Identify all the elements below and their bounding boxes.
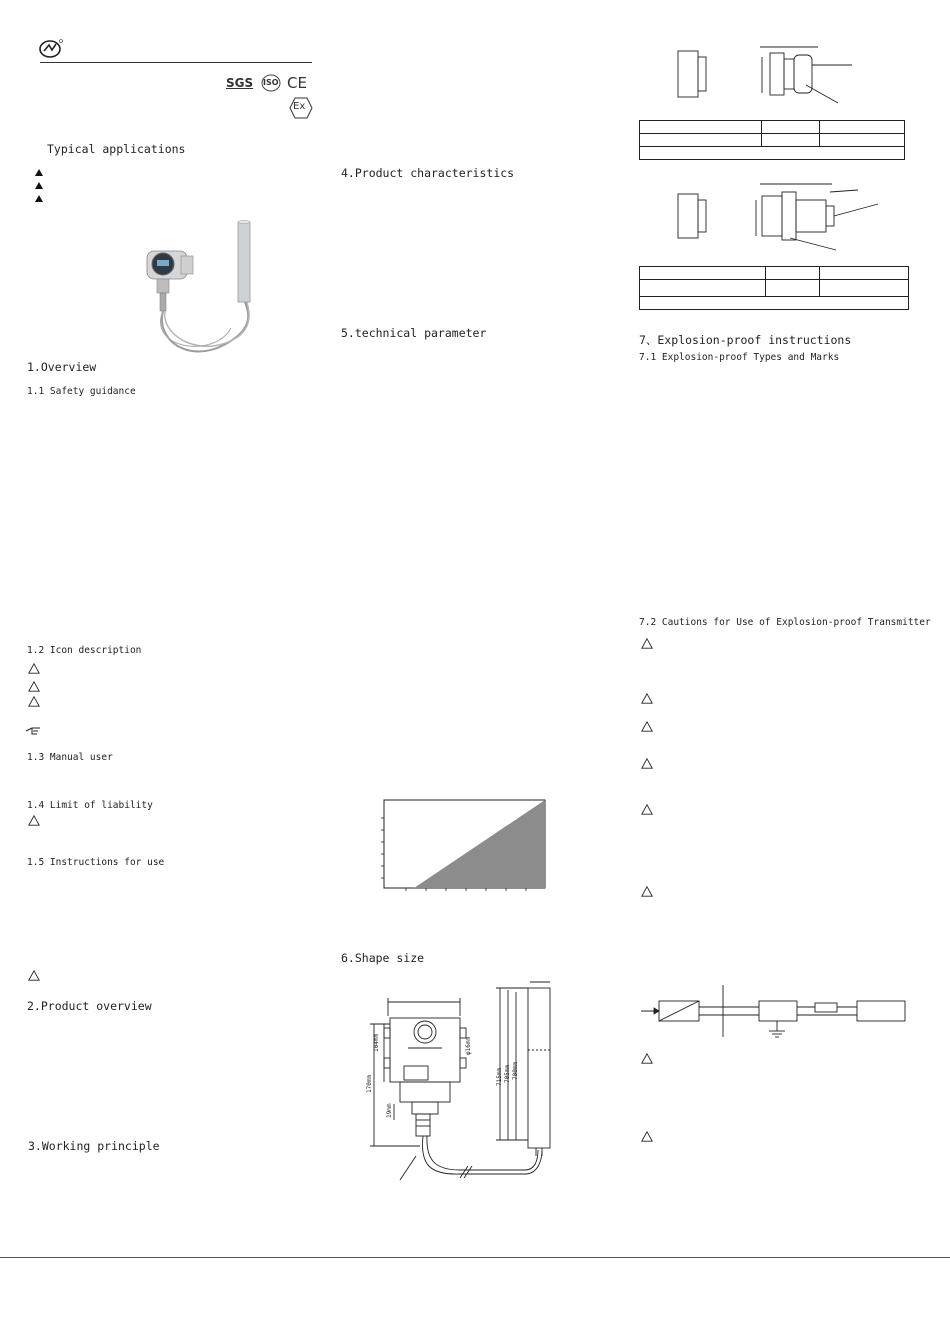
product-overview-heading: 2.Product overview <box>27 999 152 1013</box>
warning-triangle-icon <box>641 693 653 704</box>
explosion-proof-heading: 7、Explosion-proof instructions <box>639 333 852 347</box>
sgs-mark: SGS <box>226 76 254 90</box>
dimension-label-probe-700: 700mm <box>512 1061 519 1080</box>
bullet-triangle-icon <box>35 169 43 176</box>
warning-triangle-icon <box>28 815 40 826</box>
working-principle-heading: 3.Working principle <box>28 1139 160 1153</box>
overview-heading: 1.Overview <box>27 360 97 374</box>
typical-applications-heading: Typical applications <box>47 142 186 156</box>
technical-parameter-heading: 5.technical parameter <box>341 326 487 340</box>
bullet-triangle-icon <box>35 195 43 202</box>
dimension-label-total-height: 170mm <box>366 1074 373 1093</box>
dimension-label-housing: 104mm <box>373 1033 380 1052</box>
fitting-spec-table-2 <box>639 266 909 310</box>
dimension-label-diameter: φ16mm <box>465 1036 472 1055</box>
warning-triangle-icon <box>641 886 653 897</box>
cautions-heading: 7.2 Cautions for Use of Explosion-proof Transmitter <box>639 617 931 628</box>
warning-triangle-icon <box>641 638 653 649</box>
ce-mark: CE <box>287 74 307 92</box>
warning-triangle-icon <box>28 663 40 674</box>
dimension-label-thread: 19mm <box>386 1103 393 1118</box>
types-and-marks-heading: 7.1 Explosion-proof Types and Marks <box>639 352 840 363</box>
shape-size-drawing <box>360 980 565 1185</box>
company-logo-icon <box>38 38 64 60</box>
fitting-spec-table-1 <box>639 120 905 160</box>
iso-mark-label: ISO <box>263 78 279 87</box>
ex-mark-label: Ex <box>293 101 306 112</box>
footer-rule <box>0 1257 950 1258</box>
warning-triangle-icon <box>28 970 40 981</box>
dimension-label-probe-705: 705mm <box>504 1064 511 1083</box>
instructions-for-use-heading: 1.5 Instructions for use <box>27 857 165 868</box>
limit-of-liability-heading: 1.4 Limit of liability <box>27 800 153 811</box>
dimension-label-probe-715: 715mm <box>496 1067 503 1086</box>
icon-description-heading: 1.2 Icon description <box>27 645 142 656</box>
cable-gland-drawing-1 <box>672 45 862 105</box>
warning-triangle-icon <box>641 758 653 769</box>
cable-gland-drawing-2 <box>672 180 882 252</box>
warning-triangle-icon <box>641 804 653 815</box>
product-photo <box>135 218 275 368</box>
pointing-hand-icon <box>25 726 41 736</box>
product-characteristics-heading: 4.Product characteristics <box>341 166 515 180</box>
warning-triangle-icon <box>641 1053 653 1064</box>
load-chart <box>378 796 550 898</box>
warning-triangle-icon <box>28 681 40 692</box>
warning-triangle-icon <box>641 721 653 732</box>
manual-user-heading: 1.3 Manual user <box>27 752 113 763</box>
safety-guidance-heading: 1.1 Safety guidance <box>27 386 136 397</box>
wiring-diagram <box>639 985 911 1045</box>
warning-triangle-icon <box>641 1131 653 1142</box>
warning-triangle-icon <box>28 696 40 707</box>
bullet-triangle-icon <box>35 182 43 189</box>
shape-size-heading: 6.Shape size <box>341 951 425 965</box>
header-rule <box>40 62 312 63</box>
